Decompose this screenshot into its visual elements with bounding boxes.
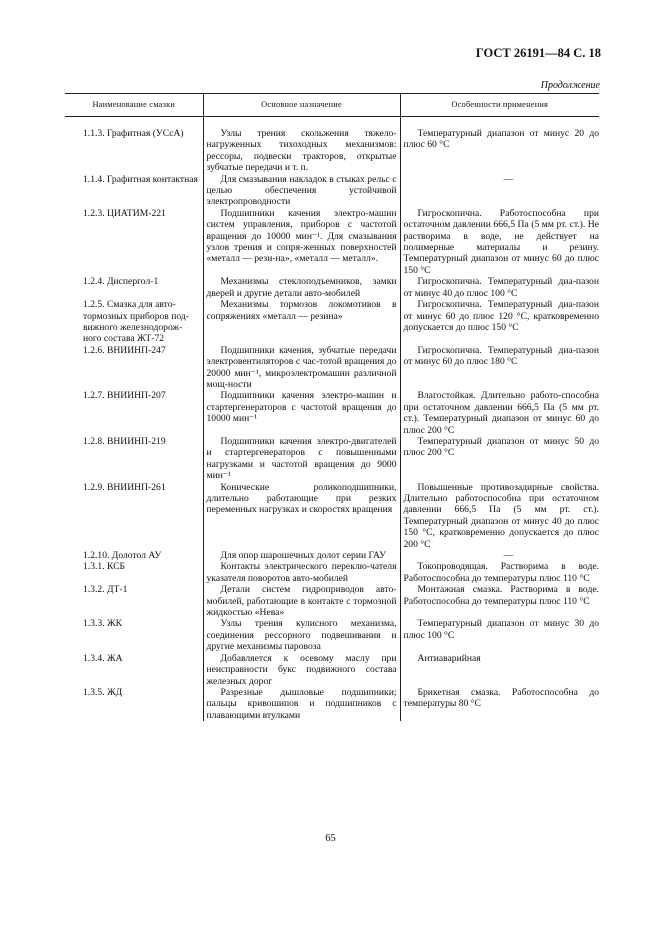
lubricant-name-cell: 1.2.3. ЦИАТИМ-221 xyxy=(83,207,166,219)
table-spacer-row xyxy=(65,117,599,129)
features-cell: Гигроскопична. Температурный диа-пазон от минус 60 до плюс 180 °C xyxy=(400,345,599,391)
lubricant-name-cell: 1.1.3. Графитная (УСсА) xyxy=(83,128,184,139)
table-row xyxy=(65,436,599,482)
features-cell: Температурный диапазон от минус 30 до плюс 100 °C xyxy=(400,618,599,652)
features-cell: Влагостойкая. Длительно работо-способна при остаточном давлении 666,5 Па (5 мм рт. ст.). Температурный диапазон от минус 60 до плюс 200 °C xyxy=(400,390,599,436)
purpose-cell: Подшипники качения электро-машин систем управления, приборов с частотой вращения до 10000 мин⁻¹. Для смазывания узлов трения и сопря-женных поверхностей «металл — рези-на», «металл — металл». xyxy=(203,208,400,276)
features-cell: Токопроводящая. Растворима в воде. Работоспособна до температуры плюс 110 °C xyxy=(400,561,599,584)
lubricant-name-cell: 1.2.9. ВНИИНП-261 xyxy=(83,481,166,493)
lubricant-name-cell: 1.2.8. ВНИИНП-219 xyxy=(83,435,166,447)
purpose-cell: Подшипники качения, зубчатые передачи электровентиляторов с час-тотой вращения до 20000 мин⁻¹, микроэлектромашин различной мощ-ности xyxy=(203,345,400,391)
purpose-cell: Подшипники качения электро-двигателей и стартергенераторов с повышенными нагрузками и частотой вращения до 9000 мин⁻¹ xyxy=(203,436,400,482)
lubricant-name-cell: 1.2.5. Смазка для авто-тормозных приборов под-вижного железнодорож-ного состава ЖТ-72 xyxy=(83,299,189,345)
table-row xyxy=(65,128,599,174)
purpose-cell: Разрезные дышловые подшипники; пальцы кривошипов и подшипников с плавающими втулками xyxy=(203,687,400,721)
standard-header: ГОСТ 26191—84 С. 18 xyxy=(475,46,601,60)
column-header-features: Особенности применения xyxy=(400,94,599,117)
features-cell: Антиаварийная xyxy=(400,653,599,687)
lubricant-name-cell: 1.1.4. Графитная контактная xyxy=(83,173,198,185)
column-header-name: Наименование смазки xyxy=(65,94,203,117)
features-cell: Гигроскопична. Работоспособна при остаточном давлении 666,5 Па (5 мм рт. ст.). Не растворима в воде, не действует на полимерные материалы и резину. Температурный диапазон от минус 60 до плюс 150 °C xyxy=(400,208,599,276)
table-row xyxy=(65,687,599,721)
purpose-cell: Добавляется к осевому маслу при неисправности букс подвижного состава железных дорог xyxy=(203,653,400,687)
lubricants-table xyxy=(65,93,599,721)
features-cell: Гигроскопична. Температурный диа-пазон от минус 40 до плюс 100 °C xyxy=(400,276,599,299)
purpose-cell: Детали систем гидроприводов авто-мобилей, работающие в контакте с тормозной жидкостью «Нева» xyxy=(203,584,400,618)
purpose-cell: Узлы трения кулисного механизма, соединения рессорного подвешивания и другие механизмы паровоза xyxy=(203,618,400,652)
table-row xyxy=(65,618,599,652)
table-row xyxy=(65,390,599,436)
page-number: 65 xyxy=(325,833,336,844)
lubricant-name-cell: 1.3.3. ЖК xyxy=(83,618,122,630)
features-cell: Гигроскопична. Температурный диа-пазон от минус 60 до плюс 120 °C, кратковременно допускается до плюс 150 °C xyxy=(400,299,599,345)
table-row xyxy=(65,299,599,345)
table-row xyxy=(65,208,599,276)
table-row xyxy=(65,174,599,208)
table-row xyxy=(65,550,599,561)
lubricant-name-cell: 1.2.6. ВНИИНП-247 xyxy=(83,344,166,356)
table-row xyxy=(65,584,599,618)
purpose-cell: Подшипники качения электро-машин и стартергенераторов с частотой вращения до 10000 мин⁻¹ xyxy=(203,390,400,436)
purpose-cell: Для опор шарошечных долот серии ГАУ xyxy=(203,550,400,561)
table-row xyxy=(65,653,599,687)
table-body xyxy=(65,117,599,722)
lubricant-name-cell: 1.2.7. ВНИИНП-207 xyxy=(83,390,166,402)
column-header-purpose: Основное назначение xyxy=(203,94,400,117)
lubricant-name-cell: 1.2.4. Диспергол-1 xyxy=(83,276,159,288)
lubricant-name-cell: 1.3.1. КСБ xyxy=(83,561,126,573)
purpose-cell: Механизмы стеклоподъемников, замки дверей и другие детали авто-мобилей xyxy=(203,276,400,299)
purpose-cell: Конические роликоподшипники, длительно работающие при резких переменных нагрузках и скоростях вращения xyxy=(203,482,400,550)
lubricant-name-cell: 1.3.5. ЖД xyxy=(83,686,123,698)
features-cell: Брикетная смазка. Работоспособна до температуры 80 °C xyxy=(400,687,599,721)
table-row xyxy=(65,482,599,550)
features-cell: Температурный диапазон от минус 50 до плюс 200 °C xyxy=(400,436,599,482)
purpose-cell: Для смазывания накладок в стыках рельс с целью обеспечения устойчивой электропроводности xyxy=(203,174,400,208)
features-cell: Монтажная смазка. Растворима в воде. Работоспособна до температуры плюс 110 °C xyxy=(400,584,599,618)
lubricant-name-cell: 1.3.4. ЖА xyxy=(83,652,123,664)
table-header-row xyxy=(65,94,599,117)
features-cell: — xyxy=(400,174,599,208)
features-cell: Температурный диапазон от минус 20 до плюс 60 °C xyxy=(400,128,599,174)
continued-label: Продолжение xyxy=(540,80,600,91)
table-row xyxy=(65,345,599,391)
lubricant-name-cell: 1.2.10. Долотол АУ xyxy=(83,550,162,562)
purpose-cell: Узлы трения скольжения тяжело-нагруженных тихоходных механизмов: рессоры, подвески тракторов, открытые зубчатые передачи и т. п. xyxy=(203,128,400,174)
table-row xyxy=(65,561,599,584)
lubricant-name-cell: 1.3.2. ДТ-1 xyxy=(83,584,128,596)
features-cell: Повышенные противозадирные свойства. Длительно работоспособна при остаточном давлении 666,5 Па (5 мм рт. ст.). Температурный диапазон от минус 40 до плюс 150 °C, кратковременно допускается до плюс 200 °C xyxy=(400,482,599,550)
features-cell: — xyxy=(400,550,599,561)
purpose-cell: Механизмы тормозов локомотивов в сопряжениях «металл — резина» xyxy=(203,299,400,345)
table-row xyxy=(65,276,599,299)
purpose-cell: Контакты электрического переклю-чателя указателя поворотов авто-мобилей xyxy=(203,561,400,584)
